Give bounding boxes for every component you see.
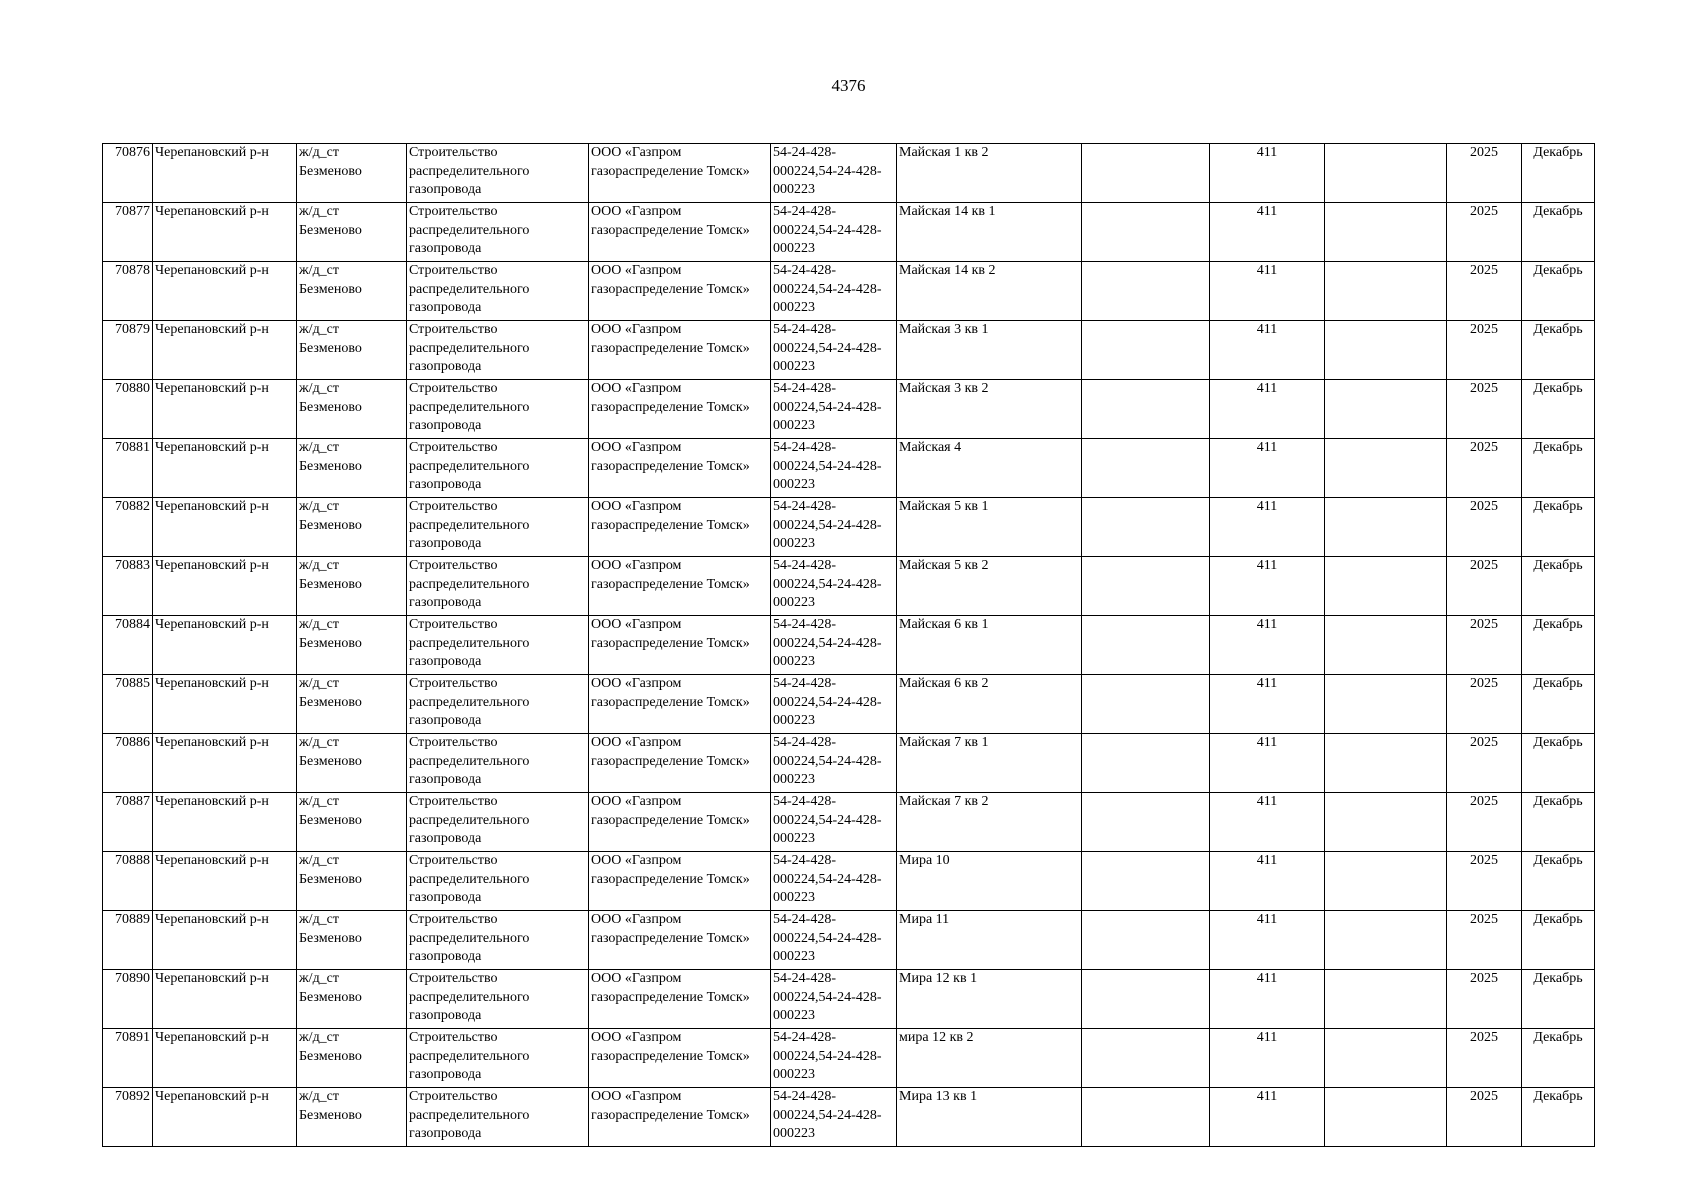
locality-cell: ж/д_ст Безменово — [297, 1088, 407, 1147]
empty-cell — [1082, 1088, 1210, 1147]
year-cell: 2025 — [1447, 144, 1522, 203]
address-cell: Майская 14 кв 2 — [897, 262, 1082, 321]
organization-cell: ООО «Газпром газораспределение Томск» — [589, 262, 771, 321]
month-cell: Декабрь — [1522, 970, 1595, 1029]
cadastral-number-cell: 54-24-428-000224,54-24-428-000223 — [771, 852, 897, 911]
address-cell: Мира 13 кв 1 — [897, 1088, 1082, 1147]
empty-cell — [1082, 1029, 1210, 1088]
year-cell: 2025 — [1447, 262, 1522, 321]
empty-cell — [1325, 380, 1447, 439]
register-table — [102, 143, 1595, 1147]
work-type-cell: Строительство распределительного газопровода — [407, 144, 589, 203]
empty-cell — [1082, 439, 1210, 498]
locality-cell: ж/д_ст Безменово — [297, 675, 407, 734]
month-cell: Декабрь — [1522, 793, 1595, 852]
code-cell: 411 — [1210, 380, 1325, 439]
work-type-cell: Строительство распределительного газопровода — [407, 1088, 589, 1147]
empty-cell — [1325, 911, 1447, 970]
locality-cell: ж/д_ст Безменово — [297, 380, 407, 439]
year-cell: 2025 — [1447, 203, 1522, 262]
work-type-cell: Строительство распределительного газопровода — [407, 911, 589, 970]
work-type-cell: Строительство распределительного газопровода — [407, 203, 589, 262]
address-cell: Мира 12 кв 1 — [897, 970, 1082, 1029]
table-row — [103, 321, 1595, 380]
cadastral-number-cell: 54-24-428-000224,54-24-428-000223 — [771, 557, 897, 616]
work-type-cell: Строительство распределительного газопровода — [407, 970, 589, 1029]
empty-cell — [1325, 734, 1447, 793]
organization-cell: ООО «Газпром газораспределение Томск» — [589, 380, 771, 439]
cadastral-number-cell: 54-24-428-000224,54-24-428-000223 — [771, 203, 897, 262]
organization-cell: ООО «Газпром газораспределение Томск» — [589, 911, 771, 970]
code-cell: 411 — [1210, 970, 1325, 1029]
address-cell: Майская 5 кв 2 — [897, 557, 1082, 616]
table-row — [103, 675, 1595, 734]
empty-cell — [1082, 144, 1210, 203]
table-row — [103, 557, 1595, 616]
district-cell: Черепановский р-н — [153, 498, 297, 557]
organization-cell: ООО «Газпром газораспределение Томск» — [589, 439, 771, 498]
table-row — [103, 734, 1595, 793]
locality-cell: ж/д_ст Безменово — [297, 734, 407, 793]
locality-cell: ж/д_ст Безменово — [297, 970, 407, 1029]
district-cell: Черепановский р-н — [153, 734, 297, 793]
table-row — [103, 262, 1595, 321]
address-cell: Мира 10 — [897, 852, 1082, 911]
table-row — [103, 1029, 1595, 1088]
district-cell: Черепановский р-н — [153, 911, 297, 970]
empty-cell — [1325, 616, 1447, 675]
organization-cell: ООО «Газпром газораспределение Томск» — [589, 321, 771, 380]
code-cell: 411 — [1210, 1088, 1325, 1147]
empty-cell — [1325, 970, 1447, 1029]
organization-cell: ООО «Газпром газораспределение Томск» — [589, 203, 771, 262]
row-number-cell: 70882 — [103, 498, 153, 557]
row-number-cell: 70889 — [103, 911, 153, 970]
organization-cell: ООО «Газпром газораспределение Томск» — [589, 675, 771, 734]
code-cell: 411 — [1210, 498, 1325, 557]
row-number-cell: 70890 — [103, 970, 153, 1029]
year-cell: 2025 — [1447, 557, 1522, 616]
empty-cell — [1325, 1029, 1447, 1088]
cadastral-number-cell: 54-24-428-000224,54-24-428-000223 — [771, 793, 897, 852]
code-cell: 411 — [1210, 852, 1325, 911]
code-cell: 411 — [1210, 321, 1325, 380]
table-row — [103, 852, 1595, 911]
district-cell: Черепановский р-н — [153, 675, 297, 734]
row-number-cell: 70881 — [103, 439, 153, 498]
cadastral-number-cell: 54-24-428-000224,54-24-428-000223 — [771, 321, 897, 380]
district-cell: Черепановский р-н — [153, 439, 297, 498]
organization-cell: ООО «Газпром газораспределение Томск» — [589, 1088, 771, 1147]
address-cell: Майская 6 кв 2 — [897, 675, 1082, 734]
year-cell: 2025 — [1447, 911, 1522, 970]
work-type-cell: Строительство распределительного газопровода — [407, 675, 589, 734]
district-cell: Черепановский р-н — [153, 1029, 297, 1088]
cadastral-number-cell: 54-24-428-000224,54-24-428-000223 — [771, 1029, 897, 1088]
empty-cell — [1082, 616, 1210, 675]
address-cell: Майская 7 кв 1 — [897, 734, 1082, 793]
year-cell: 2025 — [1447, 321, 1522, 380]
row-number-cell: 70883 — [103, 557, 153, 616]
locality-cell: ж/д_ст Безменово — [297, 439, 407, 498]
year-cell: 2025 — [1447, 970, 1522, 1029]
year-cell: 2025 — [1447, 852, 1522, 911]
work-type-cell: Строительство распределительного газопровода — [407, 380, 589, 439]
address-cell: мира 12 кв 2 — [897, 1029, 1082, 1088]
empty-cell — [1082, 557, 1210, 616]
code-cell: 411 — [1210, 616, 1325, 675]
address-cell: Майская 3 кв 1 — [897, 321, 1082, 380]
locality-cell: ж/д_ст Безменово — [297, 1029, 407, 1088]
row-number-cell: 70880 — [103, 380, 153, 439]
locality-cell: ж/д_ст Безменово — [297, 262, 407, 321]
empty-cell — [1325, 852, 1447, 911]
work-type-cell: Строительство распределительного газопровода — [407, 616, 589, 675]
work-type-cell: Строительство распределительного газопровода — [407, 557, 589, 616]
month-cell: Декабрь — [1522, 262, 1595, 321]
code-cell: 411 — [1210, 439, 1325, 498]
row-number-cell: 70878 — [103, 262, 153, 321]
address-cell: Майская 14 кв 1 — [897, 203, 1082, 262]
empty-cell — [1325, 498, 1447, 557]
empty-cell — [1082, 911, 1210, 970]
work-type-cell: Строительство распределительного газопровода — [407, 793, 589, 852]
code-cell: 411 — [1210, 734, 1325, 793]
empty-cell — [1082, 262, 1210, 321]
cadastral-number-cell: 54-24-428-000224,54-24-428-000223 — [771, 911, 897, 970]
code-cell: 411 — [1210, 557, 1325, 616]
empty-cell — [1082, 970, 1210, 1029]
locality-cell: ж/д_ст Безменово — [297, 203, 407, 262]
locality-cell: ж/д_ст Безменово — [297, 911, 407, 970]
table-row — [103, 616, 1595, 675]
cadastral-number-cell: 54-24-428-000224,54-24-428-000223 — [771, 734, 897, 793]
empty-cell — [1325, 439, 1447, 498]
month-cell: Декабрь — [1522, 1088, 1595, 1147]
empty-cell — [1325, 144, 1447, 203]
month-cell: Декабрь — [1522, 911, 1595, 970]
district-cell: Черепановский р-н — [153, 970, 297, 1029]
table-row — [103, 380, 1595, 439]
district-cell: Черепановский р-н — [153, 262, 297, 321]
cadastral-number-cell: 54-24-428-000224,54-24-428-000223 — [771, 616, 897, 675]
locality-cell: ж/д_ст Безменово — [297, 616, 407, 675]
cadastral-number-cell: 54-24-428-000224,54-24-428-000223 — [771, 380, 897, 439]
empty-cell — [1082, 675, 1210, 734]
organization-cell: ООО «Газпром газораспределение Томск» — [589, 557, 771, 616]
work-type-cell: Строительство распределительного газопровода — [407, 439, 589, 498]
code-cell: 411 — [1210, 911, 1325, 970]
district-cell: Черепановский р-н — [153, 380, 297, 439]
month-cell: Декабрь — [1522, 498, 1595, 557]
district-cell: Черепановский р-н — [153, 557, 297, 616]
table-row — [103, 439, 1595, 498]
code-cell: 411 — [1210, 793, 1325, 852]
year-cell: 2025 — [1447, 1029, 1522, 1088]
month-cell: Декабрь — [1522, 203, 1595, 262]
row-number-cell: 70891 — [103, 1029, 153, 1088]
locality-cell: ж/д_ст Безменово — [297, 852, 407, 911]
row-number-cell: 70877 — [103, 203, 153, 262]
address-cell: Майская 5 кв 1 — [897, 498, 1082, 557]
locality-cell: ж/д_ст Безменово — [297, 557, 407, 616]
empty-cell — [1325, 793, 1447, 852]
work-type-cell: Строительство распределительного газопровода — [407, 1029, 589, 1088]
table-row — [103, 911, 1595, 970]
page-number: 4376 — [831, 76, 866, 95]
locality-cell: ж/д_ст Безменово — [297, 498, 407, 557]
address-cell: Майская 3 кв 2 — [897, 380, 1082, 439]
district-cell: Черепановский р-н — [153, 321, 297, 380]
work-type-cell: Строительство распределительного газопровода — [407, 852, 589, 911]
district-cell: Черепановский р-н — [153, 616, 297, 675]
work-type-cell: Строительство распределительного газопровода — [407, 734, 589, 793]
empty-cell — [1082, 321, 1210, 380]
work-type-cell: Строительство распределительного газопровода — [407, 321, 589, 380]
locality-cell: ж/д_ст Безменово — [297, 321, 407, 380]
year-cell: 2025 — [1447, 439, 1522, 498]
empty-cell — [1325, 1088, 1447, 1147]
month-cell: Декабрь — [1522, 734, 1595, 793]
work-type-cell: Строительство распределительного газопровода — [407, 262, 589, 321]
year-cell: 2025 — [1447, 616, 1522, 675]
district-cell: Черепановский р-н — [153, 203, 297, 262]
district-cell: Черепановский р-н — [153, 144, 297, 203]
work-type-cell: Строительство распределительного газопровода — [407, 498, 589, 557]
empty-cell — [1325, 321, 1447, 380]
month-cell: Декабрь — [1522, 675, 1595, 734]
locality-cell: ж/д_ст Безменово — [297, 144, 407, 203]
table-row — [103, 1088, 1595, 1147]
month-cell: Декабрь — [1522, 321, 1595, 380]
address-cell: Мира 11 — [897, 911, 1082, 970]
table-row — [103, 498, 1595, 557]
month-cell: Декабрь — [1522, 852, 1595, 911]
table-body — [103, 144, 1595, 1147]
code-cell: 411 — [1210, 144, 1325, 203]
month-cell: Декабрь — [1522, 144, 1595, 203]
row-number-cell: 70887 — [103, 793, 153, 852]
month-cell: Декабрь — [1522, 1029, 1595, 1088]
row-number-cell: 70879 — [103, 321, 153, 380]
empty-cell — [1082, 852, 1210, 911]
year-cell: 2025 — [1447, 498, 1522, 557]
organization-cell: ООО «Газпром газораспределение Томск» — [589, 1029, 771, 1088]
empty-cell — [1325, 675, 1447, 734]
row-number-cell: 70888 — [103, 852, 153, 911]
year-cell: 2025 — [1447, 675, 1522, 734]
empty-cell — [1082, 793, 1210, 852]
row-number-cell: 70884 — [103, 616, 153, 675]
address-cell: Майская 7 кв 2 — [897, 793, 1082, 852]
organization-cell: ООО «Газпром газораспределение Томск» — [589, 144, 771, 203]
code-cell: 411 — [1210, 1029, 1325, 1088]
row-number-cell: 70892 — [103, 1088, 153, 1147]
district-cell: Черепановский р-н — [153, 852, 297, 911]
empty-cell — [1082, 203, 1210, 262]
organization-cell: ООО «Газпром газораспределение Томск» — [589, 734, 771, 793]
address-cell: Майская 6 кв 1 — [897, 616, 1082, 675]
code-cell: 411 — [1210, 203, 1325, 262]
code-cell: 411 — [1210, 675, 1325, 734]
year-cell: 2025 — [1447, 734, 1522, 793]
code-cell: 411 — [1210, 262, 1325, 321]
cadastral-number-cell: 54-24-428-000224,54-24-428-000223 — [771, 498, 897, 557]
cadastral-number-cell: 54-24-428-000224,54-24-428-000223 — [771, 439, 897, 498]
address-cell: Майская 4 — [897, 439, 1082, 498]
month-cell: Декабрь — [1522, 439, 1595, 498]
organization-cell: ООО «Газпром газораспределение Томск» — [589, 498, 771, 557]
address-cell: Майская 1 кв 2 — [897, 144, 1082, 203]
locality-cell: ж/д_ст Безменово — [297, 793, 407, 852]
month-cell: Декабрь — [1522, 380, 1595, 439]
row-number-cell: 70886 — [103, 734, 153, 793]
table-row — [103, 203, 1595, 262]
cadastral-number-cell: 54-24-428-000224,54-24-428-000223 — [771, 675, 897, 734]
empty-cell — [1082, 734, 1210, 793]
organization-cell: ООО «Газпром газораспределение Томск» — [589, 970, 771, 1029]
table-row — [103, 793, 1595, 852]
cadastral-number-cell: 54-24-428-000224,54-24-428-000223 — [771, 1088, 897, 1147]
year-cell: 2025 — [1447, 380, 1522, 439]
district-cell: Черепановский р-н — [153, 1088, 297, 1147]
cadastral-number-cell: 54-24-428-000224,54-24-428-000223 — [771, 262, 897, 321]
empty-cell — [1325, 203, 1447, 262]
organization-cell: ООО «Газпром газораспределение Томск» — [589, 616, 771, 675]
organization-cell: ООО «Газпром газораспределение Томск» — [589, 852, 771, 911]
cadastral-number-cell: 54-24-428-000224,54-24-428-000223 — [771, 970, 897, 1029]
year-cell: 2025 — [1447, 1088, 1522, 1147]
row-number-cell: 70885 — [103, 675, 153, 734]
empty-cell — [1082, 498, 1210, 557]
empty-cell — [1082, 380, 1210, 439]
cadastral-number-cell: 54-24-428-000224,54-24-428-000223 — [771, 144, 897, 203]
organization-cell: ООО «Газпром газораспределение Томск» — [589, 793, 771, 852]
empty-cell — [1325, 557, 1447, 616]
table-row — [103, 970, 1595, 1029]
table-row — [103, 144, 1595, 203]
empty-cell — [1325, 262, 1447, 321]
month-cell: Декабрь — [1522, 616, 1595, 675]
row-number-cell: 70876 — [103, 144, 153, 203]
year-cell: 2025 — [1447, 793, 1522, 852]
district-cell: Черепановский р-н — [153, 793, 297, 852]
month-cell: Декабрь — [1522, 557, 1595, 616]
